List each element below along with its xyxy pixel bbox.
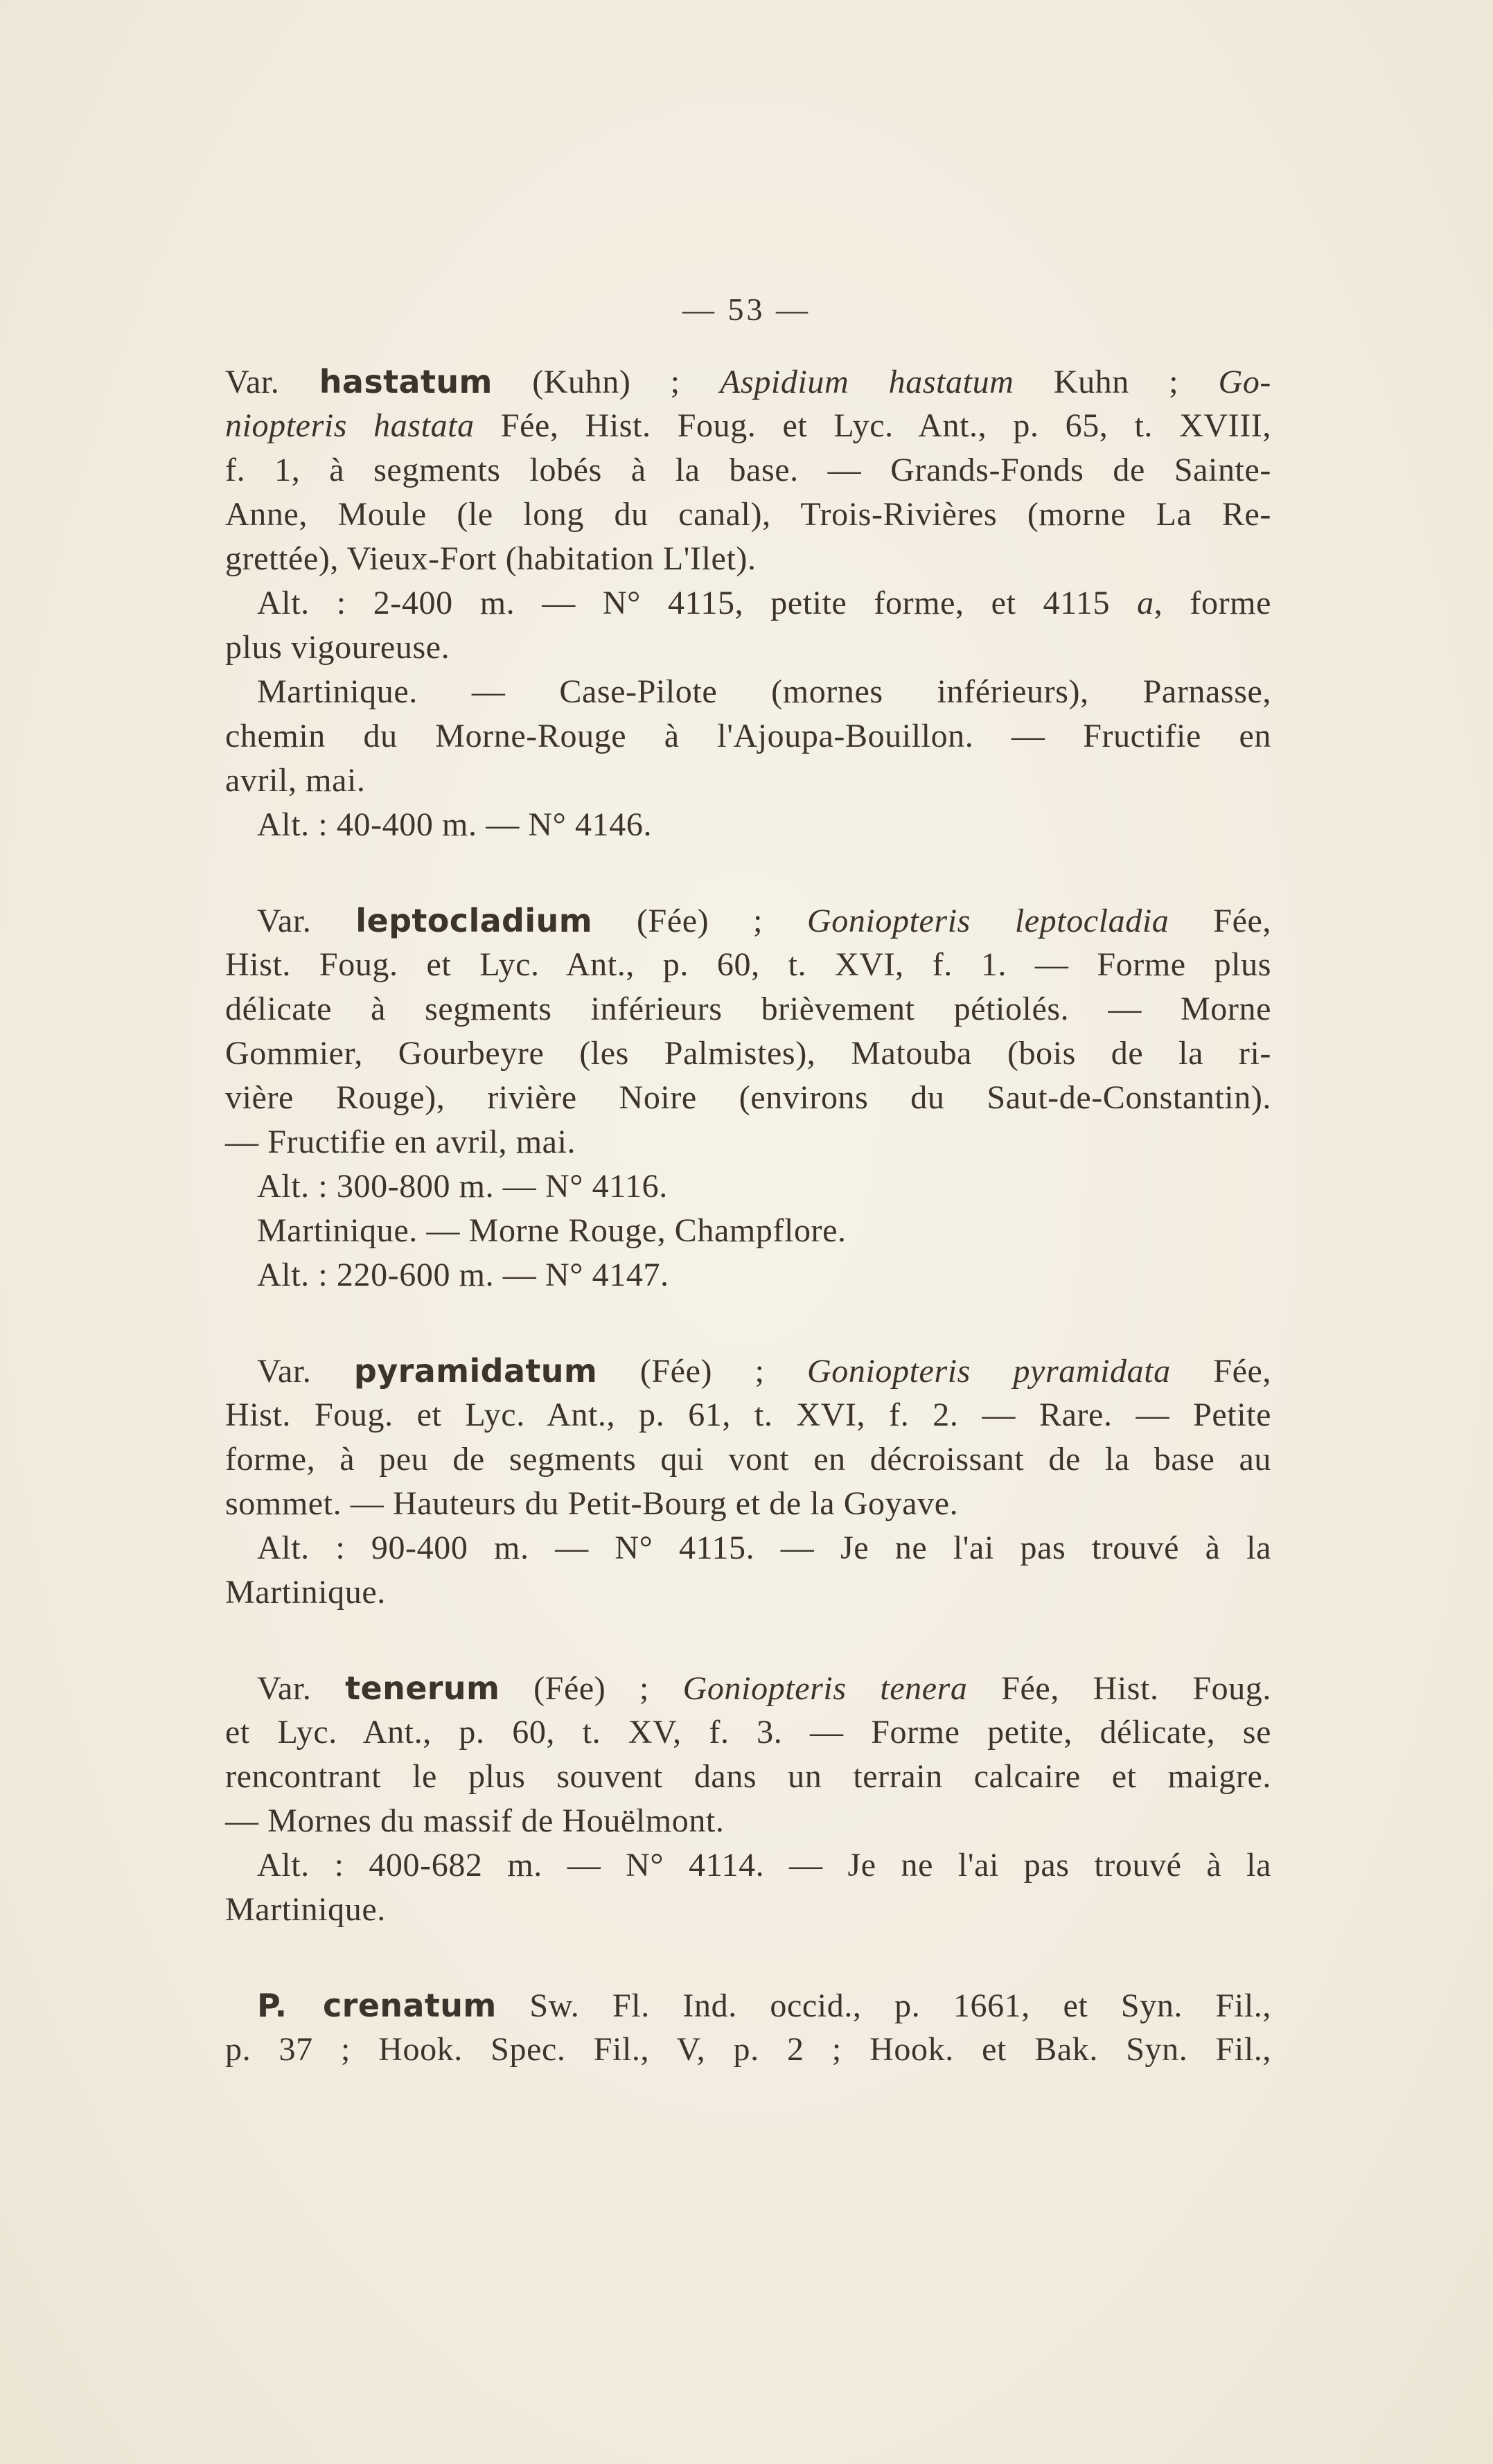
text-line: f. 1, à segments lobés à la base. — Grands-Fonds de Sainte- bbox=[225, 452, 1271, 488]
text-line: plus vigoureuse. bbox=[225, 629, 450, 666]
text-line: Martinique. — Morne Rouge, Champflore. bbox=[257, 1212, 847, 1249]
text-line: chemin du Morne-Rouge à l'Ajoupa-Bouillon. — Fructifie en bbox=[225, 718, 1271, 754]
text-line: Anne, Moule (le long du canal), Trois-Rivières (morne La Re- bbox=[225, 496, 1271, 533]
text-line: Martinique. — Case-Pilote (mornes inférieurs), Parnasse, bbox=[257, 673, 1271, 710]
text-line: Alt. : 300-800 m. — N° 4116. bbox=[257, 1168, 668, 1205]
text-line: grettée), Vieux-Fort (habitation L'Ilet). bbox=[225, 540, 757, 577]
variety-name: pyramidatum bbox=[353, 1352, 598, 1390]
synonym-name: Goniopteris pyramidata bbox=[807, 1353, 1171, 1390]
species-name: P. crenatum bbox=[257, 1987, 497, 2024]
text-line: niopteris hastata Fée, Hist. Foug. et Lyc. Ant., p. 65, t. XVIII, bbox=[225, 407, 1271, 444]
text-line: Gommier, Gourbeyre (les Palmistes), Matouba (bois de la ri- bbox=[225, 1035, 1271, 1072]
text-line: Alt. : 90-400 m. — N° 4115. — Je ne l'ai pas trouvé à la bbox=[257, 1530, 1271, 1566]
text-line: — Mornes du massif de Houëlmont. bbox=[225, 1802, 725, 1839]
text-line: rencontrant le plus souvent dans un terrain calcaire et maigre. bbox=[225, 1758, 1271, 1795]
text-line: sommet. — Hauteurs du Petit-Bourg et de la Goyave. bbox=[225, 1485, 959, 1522]
text-line: Martinique. bbox=[225, 1574, 386, 1611]
synonym-name: Goniopteris tenera bbox=[682, 1670, 968, 1707]
variety-name: hastatum bbox=[319, 363, 493, 400]
text-line: Var. leptocladium (Fée) ; Goniopteris leptocladia Fée, bbox=[257, 902, 1272, 939]
page-number: — 53 — bbox=[682, 292, 811, 327]
text-line: Hist. Foug. et Lyc. Ant., p. 61, t. XVI, f. 2. — Rare. — Petite bbox=[225, 1397, 1271, 1433]
variety-name: leptocladium bbox=[355, 902, 593, 939]
text-line: Var. pyramidatum (Fée) ; Goniopteris pyramidata Fée, bbox=[257, 1352, 1271, 1390]
text-line: forme, à peu de segments qui vont en décroissant de la base au bbox=[225, 1441, 1271, 1478]
text-line: Alt. : 220-600 m. — N° 4147. bbox=[257, 1257, 669, 1293]
text-line: Var. tenerum (Fée) ; Goniopteris tenera Fée, Hist. Foug. bbox=[257, 1669, 1272, 1707]
variety-name: tenerum bbox=[345, 1669, 500, 1707]
text-line: Martinique. bbox=[225, 1891, 386, 1928]
text-line: Alt. : 400-682 m. — N° 4114. — Je ne l'ai pas trouvé à la bbox=[257, 1847, 1271, 1884]
synonym-name: niopteris hastata bbox=[225, 407, 475, 444]
text-line: avril, mai. bbox=[225, 762, 366, 799]
text-line: p. 37 ; Hook. Spec. Fil., V, p. 2 ; Hook. et Bak. Syn. Fil., bbox=[225, 2031, 1271, 2068]
text-line: Hist. Foug. et Lyc. Ant., p. 60, t. XVI, f. 1. — Forme plus bbox=[225, 946, 1271, 983]
text-line: Var. hastatum (Kuhn) ; Aspidium hastatum Kuhn ; Go- bbox=[225, 363, 1272, 400]
text-line: Alt. : 40-400 m. — N° 4146. bbox=[257, 806, 653, 843]
text-line: — Fructifie en avril, mai. bbox=[225, 1124, 576, 1160]
synonym-name: Goniopteris leptocladia bbox=[806, 903, 1169, 939]
text-line: P. crenatum Sw. Fl. Ind. occid., p. 1661, et Syn. Fil., bbox=[257, 1987, 1271, 2024]
text-line: et Lyc. Ant., p. 60, t. XV, f. 3. — Forme petite, délicate, se bbox=[225, 1714, 1271, 1750]
text-line: vière Rouge), rivière Noire (environs du Saut-de-Constantin). bbox=[225, 1079, 1271, 1116]
text-line: Alt. : 2-400 m. — N° 4115, petite forme, et 4115 a, forme bbox=[257, 585, 1271, 621]
text-line: délicate à segments inférieurs brièvement pétiolés. — Morne bbox=[225, 991, 1271, 1027]
synonym-name: Aspidium hastatum bbox=[720, 364, 1014, 400]
